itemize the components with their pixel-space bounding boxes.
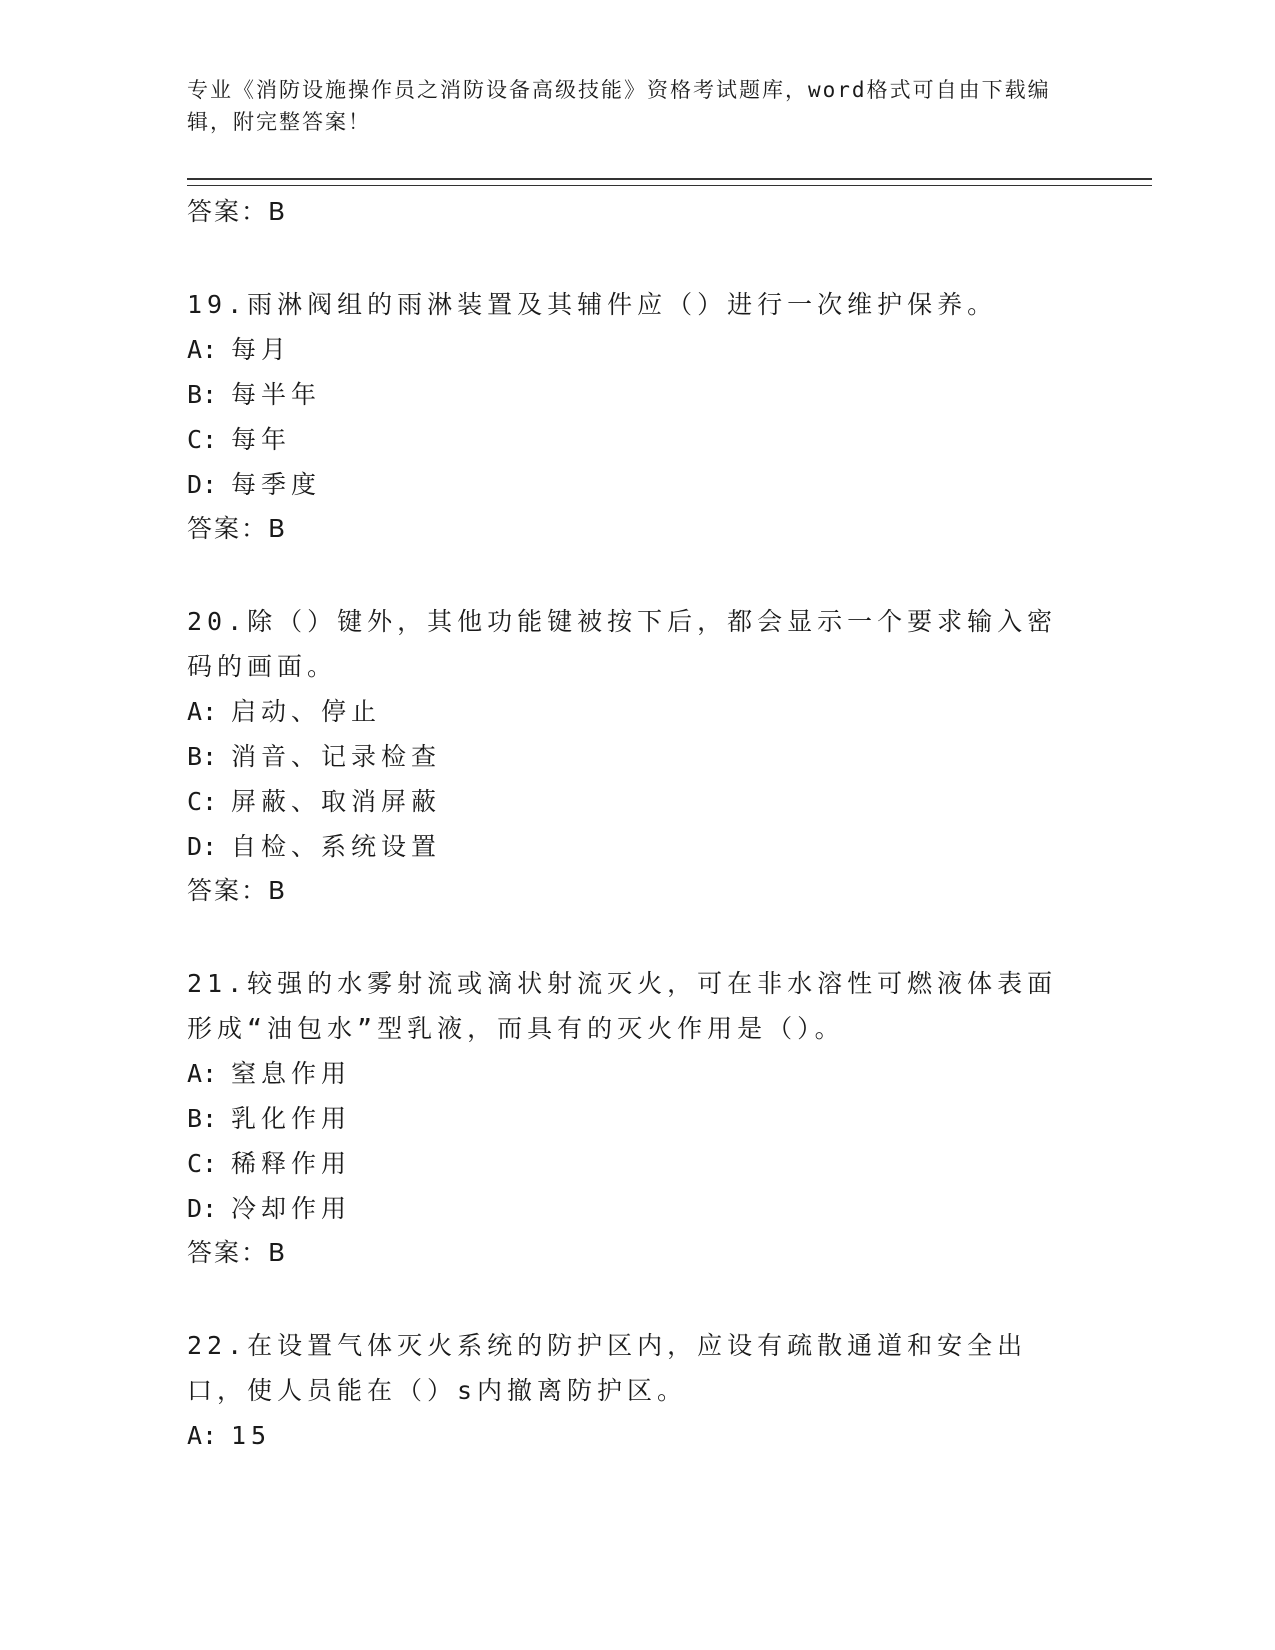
header-divider bbox=[187, 178, 1152, 186]
question-stem: 22.在设置气体灭火系统的防护区内，应设有疏散通道和安全出口，使人员能在（）s内撤离防护区。 bbox=[187, 1331, 1028, 1405]
answer-value: B bbox=[268, 1238, 288, 1267]
option-text: 自检、系统设置 bbox=[231, 832, 442, 861]
document-header bbox=[187, 74, 1067, 138]
option-text: 消音、记录检查 bbox=[231, 742, 442, 771]
option-letter: B: bbox=[187, 742, 218, 771]
option-d bbox=[187, 1186, 1087, 1231]
option-b bbox=[187, 734, 1087, 779]
option-letter: B: bbox=[187, 1104, 218, 1133]
question-item bbox=[187, 599, 1087, 913]
option-a bbox=[187, 1413, 1087, 1458]
question-stem: 19.雨淋阀组的雨淋装置及其辅件应（）进行一次维护保养。 bbox=[187, 290, 998, 319]
answer-label: 答案： bbox=[187, 197, 269, 226]
option-text: 每半年 bbox=[231, 380, 322, 409]
option-text: 乳化作用 bbox=[231, 1104, 352, 1133]
option-a bbox=[187, 327, 1087, 372]
option-letter: A: bbox=[187, 335, 218, 364]
answer-label: 答案： bbox=[187, 1238, 269, 1267]
option-b bbox=[187, 1096, 1087, 1141]
question-item bbox=[187, 1323, 1087, 1458]
option-c bbox=[187, 1141, 1087, 1186]
question-list bbox=[187, 190, 1087, 1458]
answer-line bbox=[187, 190, 1087, 234]
option-a bbox=[187, 1051, 1087, 1096]
option-text: 启动、停止 bbox=[231, 697, 382, 726]
option-text: 每年 bbox=[231, 425, 292, 454]
option-text: 冷却作用 bbox=[231, 1194, 352, 1223]
option-letter: C: bbox=[187, 1149, 218, 1178]
answer-line bbox=[187, 507, 1087, 551]
answer-line bbox=[187, 869, 1087, 913]
option-b bbox=[187, 372, 1087, 417]
option-letter: A: bbox=[187, 697, 218, 726]
option-c bbox=[187, 417, 1087, 462]
answer-label: 答案： bbox=[187, 876, 269, 905]
option-d bbox=[187, 462, 1087, 507]
option-text: 窒息作用 bbox=[231, 1059, 352, 1088]
option-letter: C: bbox=[187, 425, 218, 454]
option-text: 15 bbox=[231, 1421, 272, 1450]
option-d bbox=[187, 824, 1087, 869]
answer-label: 答案： bbox=[187, 514, 269, 543]
option-text: 每季度 bbox=[231, 470, 322, 499]
question-stem: 20.除（）键外，其他功能键被按下后，都会显示一个要求输入密码的画面。 bbox=[187, 607, 1058, 681]
option-text: 屏蔽、取消屏蔽 bbox=[231, 787, 442, 816]
question-item bbox=[187, 282, 1087, 551]
question-item bbox=[187, 961, 1087, 1275]
option-a bbox=[187, 689, 1087, 734]
question-stem: 21.较强的水雾射流或滴状射流灭火，可在非水溶性可燃液体表面形成“油包水”型乳液，而具有的灭火作用是（）。 bbox=[187, 969, 1058, 1043]
option-letter: B: bbox=[187, 380, 218, 409]
option-letter: D: bbox=[187, 470, 218, 499]
option-letter: A: bbox=[187, 1059, 218, 1088]
answer-value: B bbox=[268, 514, 288, 543]
option-c bbox=[187, 779, 1087, 824]
answer-value: B bbox=[268, 876, 288, 905]
option-letter: A: bbox=[187, 1421, 218, 1450]
header-title: 专业《消防设施操作员之消防设备高级技能》资格考试题库，word格式可自由下载编辑，附完整答案！ bbox=[187, 78, 1051, 134]
option-letter: D: bbox=[187, 1194, 218, 1223]
option-text: 每月 bbox=[231, 335, 292, 364]
option-text: 稀释作用 bbox=[231, 1149, 352, 1178]
option-letter: D: bbox=[187, 832, 218, 861]
answer-line bbox=[187, 1231, 1087, 1275]
answer-value: B bbox=[268, 197, 288, 226]
option-letter: C: bbox=[187, 787, 218, 816]
